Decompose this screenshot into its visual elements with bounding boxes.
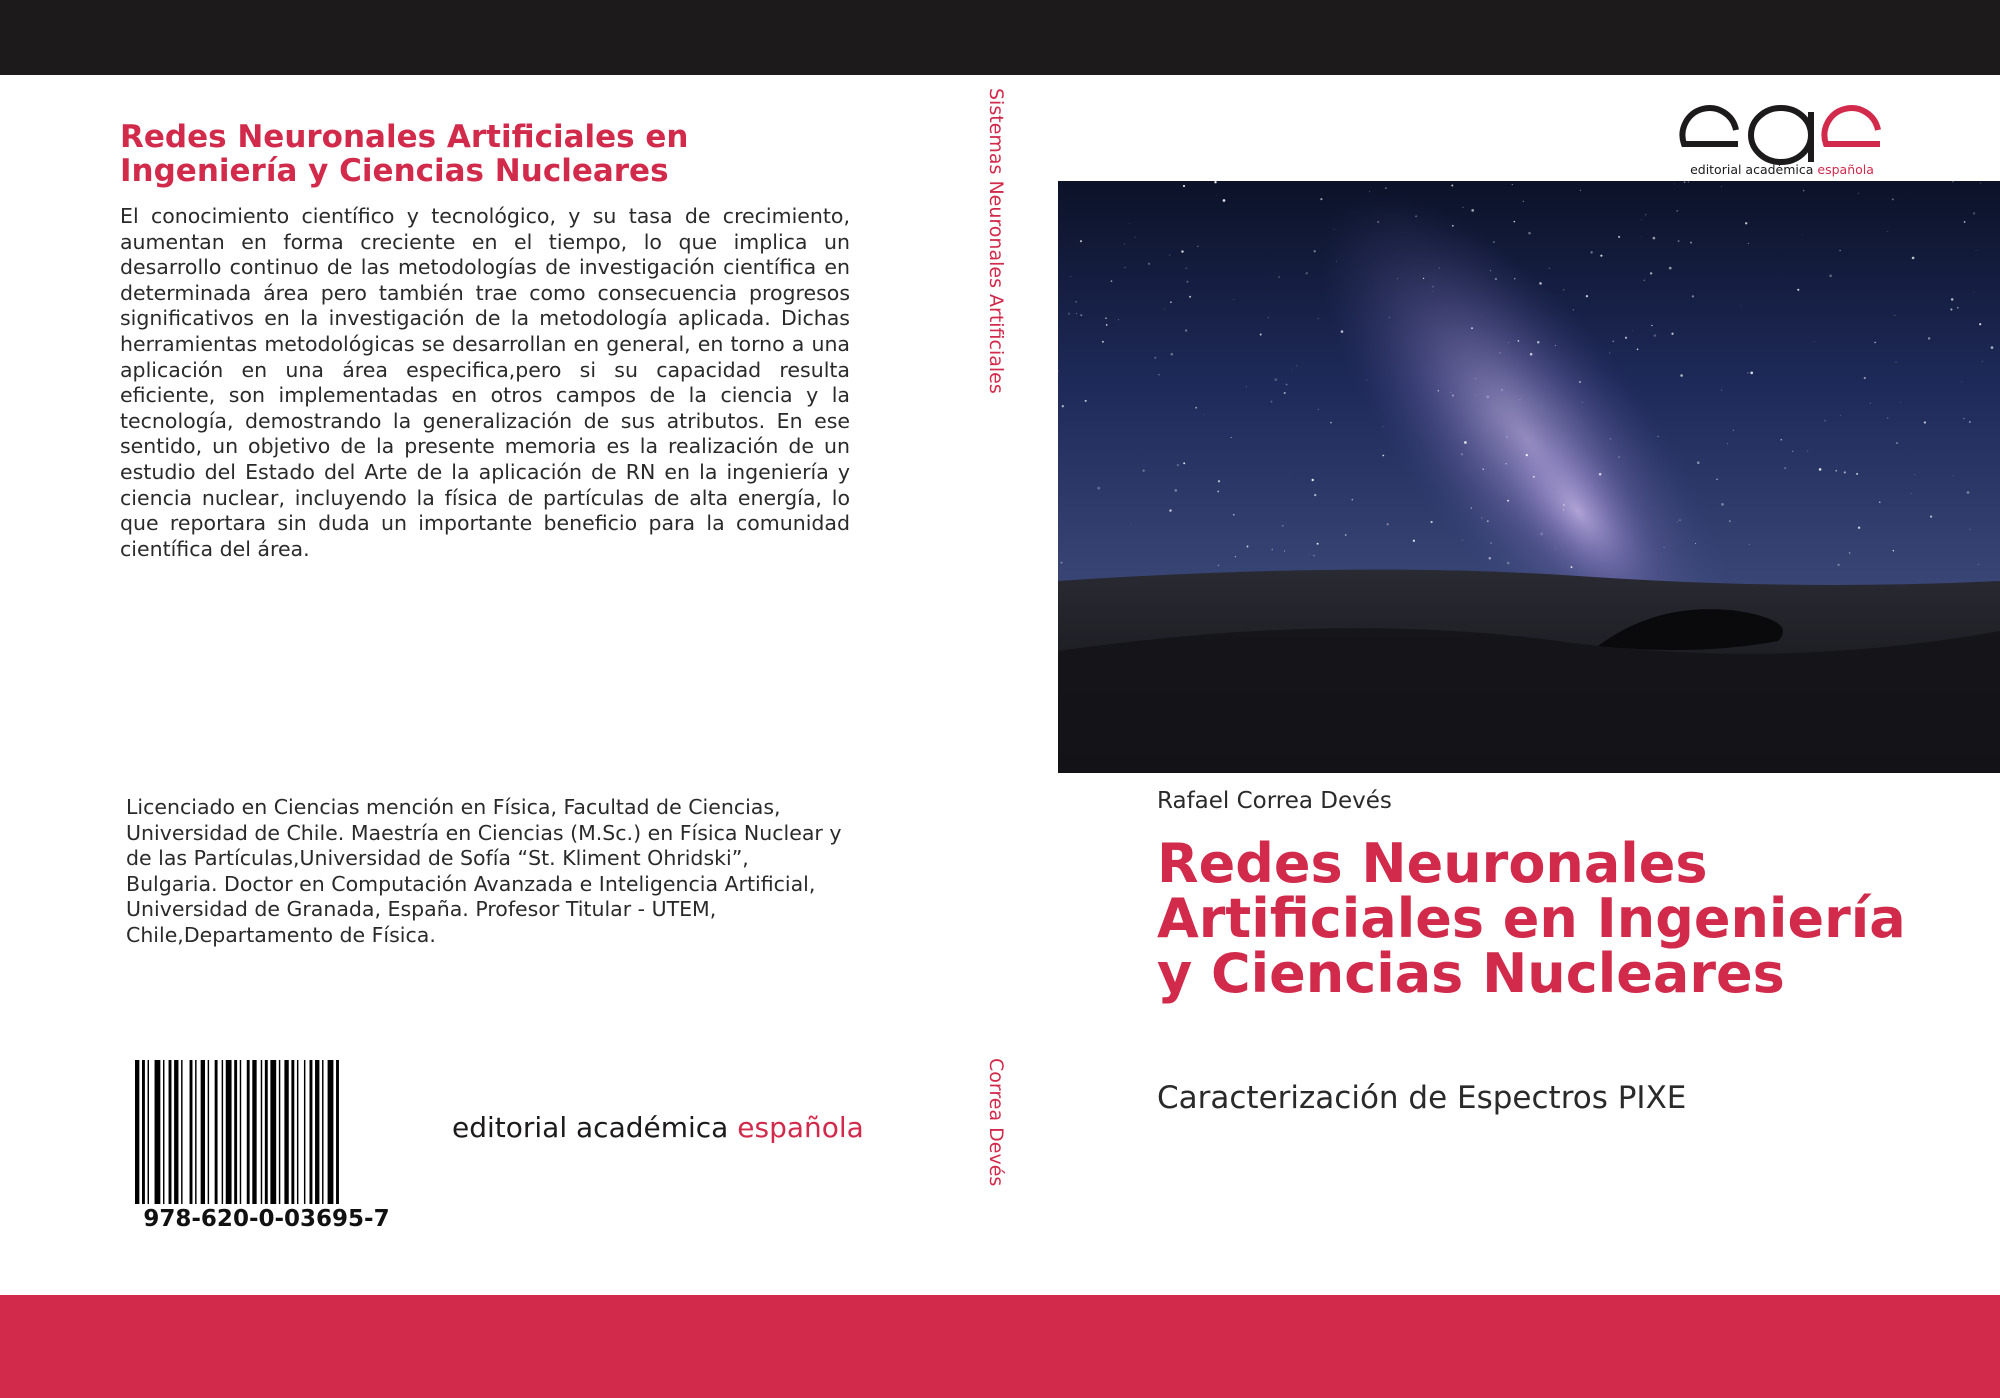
barcode — [133, 1060, 400, 1204]
logo-subtitle — [1676, 162, 1888, 177]
publisher-name-part2: española — [737, 1111, 864, 1144]
logo-subtitle-part1: editorial académica — [1690, 162, 1814, 177]
front-cover-author: Rafael Correa Devés — [1157, 788, 1392, 814]
back-cover-title: Redes Neuronales Artificiales en Ingeniería y Ciencias Nucleares — [120, 119, 689, 189]
spine-title: Sistemas Neuronales Artificiales — [985, 88, 1007, 394]
publisher-name — [452, 1111, 864, 1144]
logo-subtitle-part2: española — [1817, 162, 1874, 177]
front-cover-title: Redes Neuronales Artificiales en Ingeniería y Ciencias Nucleares — [1157, 832, 1906, 1005]
front-cover-subtitle: Caracterización de Espectros PIXE — [1157, 1080, 1687, 1116]
top-bar — [0, 0, 2000, 75]
cover-image-milky-way — [1058, 181, 2000, 773]
spine-author: Correa Devés — [985, 1058, 1007, 1187]
bottom-bar — [0, 1295, 2000, 1398]
author-bio: Licenciado en Ciencias mención en Física, Facultad de Ciencias, Universidad de Chile. Maestría en Ciencias (M.Sc.) en Física Nuclear y de las Partículas,Universidad de Sofía “St. Kliment Ohridski”, Bulgaria. Doctor en Computación Avanzada e Inteligencia Artificial, Universidad de Granada, España. Profesor Titular - UTEM, Chile,Departamento de Física. — [126, 795, 842, 947]
back-cover-blurb: El conocimiento científico y tecnológico, y su tasa de crecimiento, aumentan en forma creciente en el tiempo, lo que implica un desarrollo continuo de las metodologías de investigación científica en determinada área pero también trae como consecuencia progresos significativos en la investigación de la metodología aplicada. Dichas herramientas metodológicas se desarrollan en general, en torno a una aplicación en una área especifica,pero si su capacidad resulta eficiente, son implementadas en otros campos de la ciencia y la tecnología, demostrando la generalización de sus atributos. En ese sentido, un objetivo de la presente memoria es la realización de un estudio del Estado del Arte de la aplicación de RN en la ingeniería y ciencia nuclear, incluyendo la física de partículas de alta energía, lo que reportara sin duda un importante beneficio para la comunidad científica del área. — [120, 204, 850, 561]
isbn-number: 978-620-0-03695-7 — [143, 1206, 390, 1232]
night-sky-illustration — [1058, 181, 2000, 773]
publisher-name-part1: editorial académica — [452, 1111, 729, 1144]
